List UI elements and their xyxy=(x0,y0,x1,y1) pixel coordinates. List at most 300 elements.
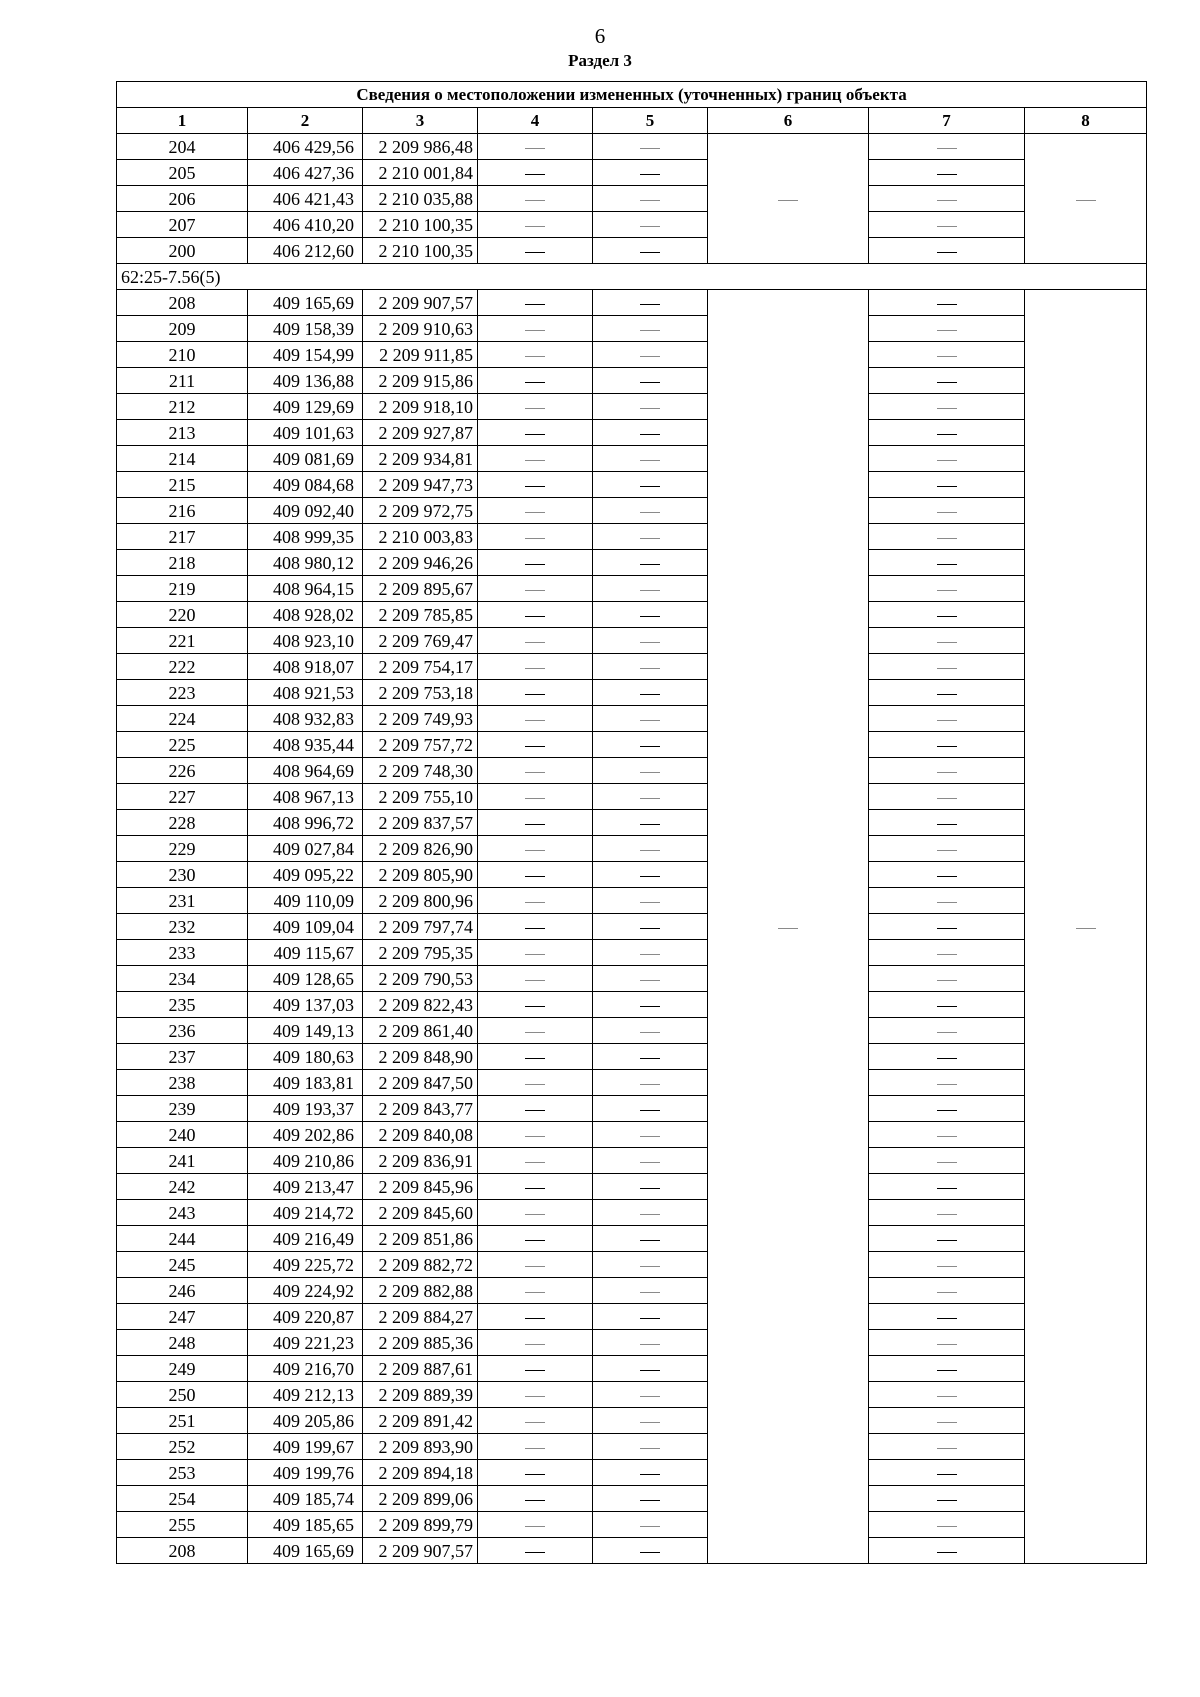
point-number-cell: 221 xyxy=(117,628,248,654)
y-coordinate-cell: 2 209 790,53 xyxy=(363,966,478,992)
point-number-cell: 224 xyxy=(117,706,248,732)
empty-value-cell xyxy=(478,940,593,966)
empty-value-cell xyxy=(478,394,593,420)
dash-mark xyxy=(525,1266,545,1267)
dash-mark xyxy=(640,798,660,799)
dash-mark xyxy=(937,980,957,981)
dash-mark xyxy=(937,538,957,539)
empty-value-cell xyxy=(593,394,708,420)
cadastral-block-label: 62:25-7.56(5) xyxy=(117,264,1147,290)
dash-mark xyxy=(937,252,957,253)
table-row xyxy=(117,1460,1147,1486)
empty-value-cell xyxy=(593,212,708,238)
empty-value-cell xyxy=(869,1018,1025,1044)
empty-value-cell xyxy=(478,680,593,706)
point-number-cell: 233 xyxy=(117,940,248,966)
dash-mark xyxy=(937,746,957,747)
empty-value-cell xyxy=(593,1408,708,1434)
empty-value-cell xyxy=(478,316,593,342)
dash-mark xyxy=(937,1552,957,1553)
table-row xyxy=(117,316,1147,342)
dash-mark xyxy=(937,1318,957,1319)
dash-mark xyxy=(640,1292,660,1293)
x-coordinate-cell: 408 918,07 xyxy=(248,654,363,680)
table-row xyxy=(117,1538,1147,1564)
empty-value-cell xyxy=(593,290,708,316)
empty-value-cell xyxy=(593,680,708,706)
table-row xyxy=(117,550,1147,576)
point-number-cell: 206 xyxy=(117,186,248,212)
empty-value-cell xyxy=(478,446,593,472)
table-row xyxy=(117,576,1147,602)
x-coordinate-cell: 409 128,65 xyxy=(248,966,363,992)
y-coordinate-cell: 2 209 893,90 xyxy=(363,1434,478,1460)
point-number-cell: 251 xyxy=(117,1408,248,1434)
x-coordinate-cell: 409 185,65 xyxy=(248,1512,363,1538)
dash-mark xyxy=(640,642,660,643)
y-coordinate-cell: 2 209 894,18 xyxy=(363,1460,478,1486)
dash-mark xyxy=(937,1240,957,1241)
point-number-cell: 222 xyxy=(117,654,248,680)
point-number-cell: 210 xyxy=(117,342,248,368)
empty-value-cell xyxy=(478,784,593,810)
y-coordinate-cell: 2 209 800,96 xyxy=(363,888,478,914)
empty-value-cell xyxy=(593,1434,708,1460)
empty-value-cell xyxy=(593,1226,708,1252)
x-coordinate-cell: 409 183,81 xyxy=(248,1070,363,1096)
point-number-cell: 244 xyxy=(117,1226,248,1252)
empty-value-cell xyxy=(593,1356,708,1382)
table-row xyxy=(117,1226,1147,1252)
empty-value-cell xyxy=(869,914,1025,940)
empty-value-cell xyxy=(593,1018,708,1044)
dash-mark xyxy=(525,538,545,539)
x-coordinate-cell: 408 935,44 xyxy=(248,732,363,758)
dash-mark xyxy=(937,1136,957,1137)
empty-value-cell xyxy=(478,186,593,212)
table-row xyxy=(117,290,1147,316)
point-number-cell: 250 xyxy=(117,1382,248,1408)
x-coordinate-cell: 406 410,20 xyxy=(248,212,363,238)
dash-mark xyxy=(525,356,545,357)
empty-value-cell xyxy=(478,1460,593,1486)
empty-value-cell xyxy=(869,472,1025,498)
empty-value-cell xyxy=(478,550,593,576)
dash-mark xyxy=(640,928,660,929)
empty-value-cell xyxy=(869,680,1025,706)
column-header: 5 xyxy=(593,108,708,134)
dash-mark xyxy=(525,980,545,981)
empty-value-cell xyxy=(478,1356,593,1382)
empty-value-cell xyxy=(478,472,593,498)
empty-value-cell xyxy=(869,160,1025,186)
empty-value-cell xyxy=(593,524,708,550)
dash-mark xyxy=(937,1474,957,1475)
dash-mark xyxy=(937,200,957,201)
x-coordinate-cell: 406 427,36 xyxy=(248,160,363,186)
column-header: 7 xyxy=(869,108,1025,134)
empty-value-cell xyxy=(478,836,593,862)
point-number-cell: 226 xyxy=(117,758,248,784)
x-coordinate-cell: 409 092,40 xyxy=(248,498,363,524)
y-coordinate-cell: 2 209 797,74 xyxy=(363,914,478,940)
dash-mark xyxy=(525,408,545,409)
y-coordinate-cell: 2 209 907,57 xyxy=(363,1538,478,1564)
dash-mark xyxy=(640,876,660,877)
column-header: 8 xyxy=(1025,108,1147,134)
x-coordinate-cell: 409 199,67 xyxy=(248,1434,363,1460)
dash-mark xyxy=(937,226,957,227)
empty-value-cell xyxy=(478,966,593,992)
y-coordinate-cell: 2 209 755,10 xyxy=(363,784,478,810)
dash-mark xyxy=(937,1162,957,1163)
empty-value-cell xyxy=(478,706,593,732)
page-number: 6 xyxy=(594,24,606,48)
dash-mark xyxy=(525,902,545,903)
dash-mark xyxy=(525,1552,545,1553)
dash-mark xyxy=(525,1526,545,1527)
empty-value-cell xyxy=(478,576,593,602)
x-coordinate-cell: 409 193,37 xyxy=(248,1096,363,1122)
table-row xyxy=(117,1382,1147,1408)
dash-mark xyxy=(937,1526,957,1527)
dash-mark xyxy=(525,1318,545,1319)
column-header: 3 xyxy=(363,108,478,134)
empty-value-cell xyxy=(478,368,593,394)
table-row xyxy=(117,212,1147,238)
empty-value-cell xyxy=(478,524,593,550)
column-header: 2 xyxy=(248,108,363,134)
dash-mark xyxy=(640,954,660,955)
table-row xyxy=(117,706,1147,732)
table-row xyxy=(117,862,1147,888)
empty-value-cell xyxy=(478,1122,593,1148)
dash-mark xyxy=(525,1214,545,1215)
empty-value-cell xyxy=(593,446,708,472)
y-coordinate-cell: 2 210 100,35 xyxy=(363,212,478,238)
y-coordinate-cell: 2 209 891,42 xyxy=(363,1408,478,1434)
table-row xyxy=(117,342,1147,368)
table-row xyxy=(117,1200,1147,1226)
empty-value-cell xyxy=(593,1096,708,1122)
x-coordinate-cell: 409 109,04 xyxy=(248,914,363,940)
empty-value-cell xyxy=(593,1174,708,1200)
x-coordinate-cell: 409 216,49 xyxy=(248,1226,363,1252)
empty-value-cell xyxy=(593,1486,708,1512)
x-coordinate-cell: 409 165,69 xyxy=(248,1538,363,1564)
dash-mark xyxy=(640,486,660,487)
dash-mark xyxy=(640,1214,660,1215)
empty-value-cell xyxy=(593,1382,708,1408)
empty-value-cell xyxy=(478,1486,593,1512)
dash-mark xyxy=(778,928,798,929)
y-coordinate-cell: 2 209 826,90 xyxy=(363,836,478,862)
table-row xyxy=(117,1408,1147,1434)
empty-value-cell xyxy=(869,732,1025,758)
dash-mark xyxy=(937,1058,957,1059)
point-number-cell: 218 xyxy=(117,550,248,576)
empty-value-cell xyxy=(478,1278,593,1304)
dash-mark xyxy=(525,1084,545,1085)
point-number-cell: 254 xyxy=(117,1486,248,1512)
x-coordinate-cell: 409 224,92 xyxy=(248,1278,363,1304)
empty-value-cell xyxy=(593,810,708,836)
x-coordinate-cell: 409 212,13 xyxy=(248,1382,363,1408)
empty-value-cell xyxy=(478,1226,593,1252)
dash-mark xyxy=(640,1084,660,1085)
dash-mark xyxy=(640,330,660,331)
dash-mark xyxy=(640,1474,660,1475)
coordinates-table xyxy=(116,81,1147,1564)
dash-mark xyxy=(937,174,957,175)
table-row xyxy=(117,784,1147,810)
empty-value-cell xyxy=(478,1304,593,1330)
dash-mark xyxy=(640,1344,660,1345)
empty-value-cell xyxy=(593,1304,708,1330)
dash-mark xyxy=(937,1344,957,1345)
empty-value-cell xyxy=(593,914,708,940)
empty-value-cell xyxy=(869,706,1025,732)
empty-value-cell xyxy=(869,576,1025,602)
point-number-cell: 212 xyxy=(117,394,248,420)
dash-mark xyxy=(937,1448,957,1449)
dash-mark xyxy=(937,1500,957,1501)
point-number-cell: 242 xyxy=(117,1174,248,1200)
x-coordinate-cell: 406 212,60 xyxy=(248,238,363,264)
dash-mark xyxy=(937,902,957,903)
empty-value-cell xyxy=(869,1434,1025,1460)
dash-mark xyxy=(937,408,957,409)
empty-value-cell xyxy=(869,1460,1025,1486)
empty-value-cell xyxy=(478,1044,593,1070)
y-coordinate-cell: 2 209 885,36 xyxy=(363,1330,478,1356)
empty-value-cell xyxy=(1025,134,1147,264)
dash-mark xyxy=(937,1422,957,1423)
empty-value-cell xyxy=(869,238,1025,264)
y-coordinate-cell: 2 209 795,35 xyxy=(363,940,478,966)
table-row xyxy=(117,914,1147,940)
dash-mark xyxy=(525,1240,545,1241)
dash-mark xyxy=(525,616,545,617)
empty-value-cell xyxy=(593,576,708,602)
point-number-cell: 235 xyxy=(117,992,248,1018)
empty-value-cell xyxy=(869,1252,1025,1278)
y-coordinate-cell: 2 209 822,43 xyxy=(363,992,478,1018)
empty-value-cell xyxy=(593,602,708,628)
empty-value-cell xyxy=(593,1148,708,1174)
y-coordinate-cell: 2 210 001,84 xyxy=(363,160,478,186)
x-coordinate-cell: 406 429,56 xyxy=(248,134,363,160)
x-coordinate-cell: 409 210,86 xyxy=(248,1148,363,1174)
dash-mark xyxy=(525,330,545,331)
dash-mark xyxy=(640,382,660,383)
dash-mark xyxy=(640,1006,660,1007)
table-row xyxy=(117,1018,1147,1044)
dash-mark xyxy=(937,460,957,461)
point-number-cell: 237 xyxy=(117,1044,248,1070)
dash-mark xyxy=(937,1292,957,1293)
table-row xyxy=(117,1304,1147,1330)
dash-mark xyxy=(525,850,545,851)
x-coordinate-cell: 408 928,02 xyxy=(248,602,363,628)
empty-value-cell xyxy=(593,1512,708,1538)
x-coordinate-cell: 409 129,69 xyxy=(248,394,363,420)
dash-mark xyxy=(525,1370,545,1371)
y-coordinate-cell: 2 209 915,86 xyxy=(363,368,478,394)
table-row xyxy=(117,1252,1147,1278)
x-coordinate-cell: 409 221,23 xyxy=(248,1330,363,1356)
table-row xyxy=(117,1512,1147,1538)
dash-mark xyxy=(640,1370,660,1371)
dash-mark xyxy=(525,668,545,669)
table-row xyxy=(117,1356,1147,1382)
x-coordinate-cell: 408 932,83 xyxy=(248,706,363,732)
dash-mark xyxy=(525,824,545,825)
empty-value-cell xyxy=(869,1226,1025,1252)
table-row xyxy=(117,1044,1147,1070)
dash-mark xyxy=(525,1136,545,1137)
y-coordinate-cell: 2 209 907,57 xyxy=(363,290,478,316)
empty-value-cell xyxy=(869,1096,1025,1122)
empty-value-cell xyxy=(593,1070,708,1096)
y-coordinate-cell: 2 209 748,30 xyxy=(363,758,478,784)
dash-mark xyxy=(525,642,545,643)
dash-mark xyxy=(640,668,660,669)
empty-value-cell xyxy=(593,888,708,914)
point-number-cell: 208 xyxy=(117,1538,248,1564)
empty-value-cell xyxy=(593,1330,708,1356)
y-coordinate-cell: 2 209 845,60 xyxy=(363,1200,478,1226)
x-coordinate-cell: 408 964,15 xyxy=(248,576,363,602)
dash-mark xyxy=(525,148,545,149)
table-row xyxy=(117,1330,1147,1356)
dash-mark xyxy=(525,1110,545,1111)
empty-value-cell xyxy=(1025,290,1147,1564)
table-row xyxy=(117,1278,1147,1304)
x-coordinate-cell: 409 110,09 xyxy=(248,888,363,914)
dash-mark xyxy=(937,512,957,513)
empty-value-cell xyxy=(593,472,708,498)
empty-value-cell xyxy=(869,862,1025,888)
empty-value-cell xyxy=(478,914,593,940)
dash-mark xyxy=(937,304,957,305)
dash-mark xyxy=(525,434,545,435)
dash-mark xyxy=(525,1422,545,1423)
point-number-cell: 246 xyxy=(117,1278,248,1304)
empty-value-cell xyxy=(593,550,708,576)
x-coordinate-cell: 408 923,10 xyxy=(248,628,363,654)
dash-mark xyxy=(525,1474,545,1475)
y-coordinate-cell: 2 209 845,96 xyxy=(363,1174,478,1200)
empty-value-cell xyxy=(869,1070,1025,1096)
table-row xyxy=(117,732,1147,758)
x-coordinate-cell: 409 084,68 xyxy=(248,472,363,498)
table-row xyxy=(117,446,1147,472)
empty-value-cell xyxy=(478,1096,593,1122)
empty-value-cell xyxy=(869,1304,1025,1330)
y-coordinate-cell: 2 209 837,57 xyxy=(363,810,478,836)
dash-mark xyxy=(640,174,660,175)
dash-mark xyxy=(640,616,660,617)
dash-mark xyxy=(525,512,545,513)
empty-value-cell xyxy=(869,1538,1025,1564)
dash-mark xyxy=(640,356,660,357)
x-coordinate-cell: 409 213,47 xyxy=(248,1174,363,1200)
empty-value-cell xyxy=(869,368,1025,394)
dash-mark xyxy=(937,590,957,591)
empty-value-cell xyxy=(869,1148,1025,1174)
point-number-cell: 207 xyxy=(117,212,248,238)
empty-value-cell xyxy=(869,498,1025,524)
dash-mark xyxy=(640,850,660,851)
empty-value-cell xyxy=(869,1122,1025,1148)
point-number-cell: 245 xyxy=(117,1252,248,1278)
x-coordinate-cell: 408 996,72 xyxy=(248,810,363,836)
dash-mark xyxy=(937,486,957,487)
dash-mark xyxy=(640,252,660,253)
dash-mark xyxy=(525,1396,545,1397)
point-number-cell: 216 xyxy=(117,498,248,524)
x-coordinate-cell: 406 421,43 xyxy=(248,186,363,212)
x-coordinate-cell: 409 095,22 xyxy=(248,862,363,888)
table-row xyxy=(117,836,1147,862)
dash-mark xyxy=(640,1110,660,1111)
dash-mark xyxy=(640,434,660,435)
table-caption: Сведения о местоположении измененных (уточненных) границ объекта xyxy=(117,82,1147,108)
empty-value-cell xyxy=(478,342,593,368)
x-coordinate-cell: 408 980,12 xyxy=(248,550,363,576)
dash-mark xyxy=(525,1006,545,1007)
dash-mark xyxy=(937,1396,957,1397)
empty-value-cell xyxy=(869,888,1025,914)
point-number-cell: 225 xyxy=(117,732,248,758)
point-number-cell: 213 xyxy=(117,420,248,446)
dash-mark xyxy=(937,798,957,799)
empty-value-cell xyxy=(478,212,593,238)
table-row xyxy=(117,472,1147,498)
y-coordinate-cell: 2 209 918,10 xyxy=(363,394,478,420)
x-coordinate-cell: 409 205,86 xyxy=(248,1408,363,1434)
column-header-row xyxy=(117,108,1147,134)
table-row xyxy=(117,628,1147,654)
y-coordinate-cell: 2 209 895,67 xyxy=(363,576,478,602)
dash-mark xyxy=(525,1058,545,1059)
dash-mark xyxy=(937,1032,957,1033)
empty-value-cell xyxy=(593,1538,708,1564)
x-coordinate-cell: 409 185,74 xyxy=(248,1486,363,1512)
dash-mark xyxy=(525,382,545,383)
y-coordinate-cell: 2 209 769,47 xyxy=(363,628,478,654)
point-number-cell: 231 xyxy=(117,888,248,914)
dash-mark xyxy=(525,226,545,227)
dash-mark xyxy=(640,1032,660,1033)
empty-value-cell xyxy=(593,1252,708,1278)
x-coordinate-cell: 409 220,87 xyxy=(248,1304,363,1330)
point-number-cell: 248 xyxy=(117,1330,248,1356)
y-coordinate-cell: 2 210 100,35 xyxy=(363,238,478,264)
x-coordinate-cell: 409 216,70 xyxy=(248,1356,363,1382)
empty-value-cell xyxy=(478,1512,593,1538)
dash-mark xyxy=(640,746,660,747)
empty-value-cell xyxy=(478,992,593,1018)
empty-value-cell xyxy=(869,1512,1025,1538)
empty-value-cell xyxy=(478,134,593,160)
empty-value-cell xyxy=(478,654,593,680)
dash-mark xyxy=(640,148,660,149)
dash-mark xyxy=(937,1084,957,1085)
x-coordinate-cell: 408 999,35 xyxy=(248,524,363,550)
point-number-cell: 215 xyxy=(117,472,248,498)
